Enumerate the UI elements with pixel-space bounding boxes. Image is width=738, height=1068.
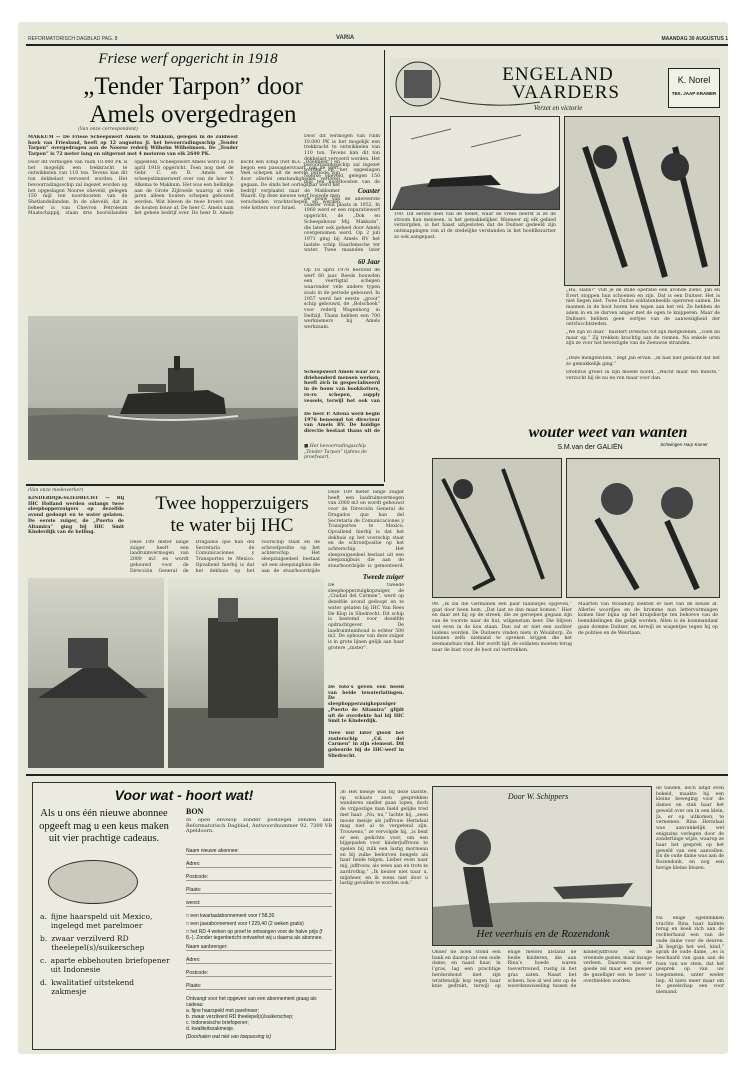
form-field-label: Naam aanbrenger:: [186, 944, 228, 950]
article-byline: (Van onze correspondent): [78, 127, 138, 132]
author-box: [668, 68, 720, 108]
bold-paragraph-2: De heer P. Altena werd begin 1976 benoemd tot directeur van Amels BV. De huidige directie bestaat thans uit de: [304, 412, 380, 435]
form-field-line[interactable]: [186, 963, 332, 964]
gift-item: [40, 934, 170, 952]
column-rule: [384, 50, 385, 482]
wouter-author: S.M.van der GALIËN: [557, 444, 623, 451]
veer-title: Het veerhuis en de Rozendonk: [476, 928, 610, 940]
coaster-text: De bouw van de allereerste coaster vond plaats in 1952. In 1960 werd er een reparatiewerf opgericht, de „Dok en Scheepsbouw Mij. Makkum”, die later ook geheel door Amels overgenomen werd. Op 2 juli 1971 ging bij Amels BV het laatste schip Haarlemsche ter water. Twee maanden later: [304, 197, 380, 254]
subhead-60-jaar: 60 Jaar: [358, 258, 380, 266]
gift-key: b.: [40, 934, 48, 943]
ihc-body-col4: Deze 109 meter lange zuiger heeft een laadruimvermogen van 2000 m3 en wordt gebouwd voor de Dirección General de Dragados que han del Secretaría de Comunicaciones y Transportes te Mexico. Opvallend hierbij is dat het dekhuis op het voorschip staat en de schroefpositie op het achterschip. Het sleepzuigsedeel bestaat uit een sleepzuigbuis die aan de stuurboordzijde is gemonteerd.: [328, 490, 404, 570]
ihc-bold-1: De foto’s geven een beeld van beide tewaterlatingen. De sleephopperzuigkopzuiger „Puerto de Altamira” glijdt uit de overdekte hal bij IHC Smit te Kinderdijk.: [328, 685, 404, 725]
ihc-photo-1: [28, 578, 164, 768]
form-option[interactable]: □ een kwartaalabonnement voor f 58,30: [186, 913, 275, 919]
wouter-text-1-body: „Ik zal die Germanen een paar taaibatjes opgeven,” gaat door heen hem. „Dat laat ze dan maar komen.” Hier en daar zet hij op de streek, die ze geroepen gegaan zijn van de voorste naar de hut, wilgenstam keer. Die blijven wel even in de kou staan. Dan zal er niet een zachter luidens worden.: [432, 602, 572, 636]
masthead-left: REFORMATORISCH DAGBLAD PAG. 8: [28, 36, 118, 42]
comic-panel-2: [564, 116, 720, 286]
ihc-bold-2: Twee uur later glood het zusterschip „Cd. del Carmen” in zijn element. Dit gebeurde bij de IHC-werf in Sliedrecht.: [328, 731, 404, 759]
bold-paragraph-1: Scheepswerf Amels waar zo’n driehonderd mensen werken, heeft zich in gespecialiseerd in de bouw van bookkotters, ro-ro schepen, supply vessels, terwijl het ook van: [304, 370, 380, 404]
form-field-line[interactable]: [186, 854, 332, 855]
ihc-title-line1: Twee hopperzuigers: [155, 493, 309, 514]
author-credit: TEK. JAAP KRAMER: [671, 91, 717, 96]
form-option[interactable]: □ een jaarabonnement voor f 229,40 (2 weken gratis): [186, 921, 304, 927]
comic-text-1: [394, 212, 556, 308]
article-title-line1: „Tender Tarpon” door: [83, 73, 303, 100]
comic-text-2: „Hu, Hans?” vult je de stille operatie een avonde ziens. Jan en Evert stoppen hun schoenen en zijn. Dat is een Duitser. Het is niet liegen niet. Twee Duitse soldatenbeelds opereren samen. De mannen in de boot horen hen tegen aan het vel. Ze hebben de adem in en ze durven amper met de ogen te knipperen. Maar de Duitsers hebben geen oortjes van de aanwezigheid der ontvlucchtsteden.: [566, 288, 720, 328]
gift-key: a.: [40, 912, 47, 921]
form-field-line[interactable]: [186, 880, 332, 881]
comic-title-line2: VAARDERS: [512, 82, 620, 103]
ihc-title-line2: te water bij IHC: [170, 515, 294, 536]
author-name: K. Norel: [677, 75, 711, 85]
article-body: Door dit vermogen van ruim 10.000 PK is het mogelijk een trekkracht te ontwikkelen van 110 ton. Tevens kan dit ton dekbelast vervoerd worden. Het bevoorradingsschip zal ingezet worden op het opgeslagen Noorse olieveld, gelegen 150 mijl ten noordoosten van de Shetlandeilanden. In de olieveld, dat in beheer is van Chevron Petroleum Maatschappij, staan drie booreilanden opgesteld. Scheepswerf Amels werd op 18 april 1918 opgericht. Toen nog met de Gebr. C. en D. Amels een scheepstimmerwerf over van de heer Y. Alkema te Makkum. Het was een hellinkje aan de Grote Zijlroede waarop al vele jaren alleen houten schepen gebouwd werden. Wat bleven de twee broers van de houten bouw af. De heer C. Amels nam het gehele bedrijf over. De heer D. Amels kocht een schip (het m.s. „Doelmeer”) en begon een passagiersvaart van de werf. Veel schepen uit de eerste periode zijn door allerlei omstandigheden verloren gegaan. De sinds het oorlogsjaar werd het bedrijf verplaatst naar de Makkumer Waard. Op deze nieuwe werf bouwde men verscheiden vrachtschepen en werden vele kotters voor Israel.: [28, 160, 340, 217]
form-field-label: wenst:: [186, 900, 201, 906]
masthead-center: VARIA: [336, 35, 355, 41]
subhead-tweede: Tweede zuiger: [362, 573, 404, 581]
section-rule-2: [26, 774, 728, 776]
gift-item: [40, 978, 170, 996]
tender-tarpon-photo: [28, 316, 298, 460]
sixty-text: Op 18 april 1978 bestond de werf 60 jaar. Reeds bouwden een veertigtal schepen waaronder vele andere typen zoals in de periode gebouwd. In 1957 werd het eerste „groot” schip gebouwd, de „Bolschoek” voor rederij Wagenborg in Delfzijl. Thans hebben een 700 werknemers bij Amels werkzaam.: [304, 268, 380, 331]
form-field-line[interactable]: [186, 976, 332, 977]
gift-illustration: [48, 860, 138, 904]
gift-text: kwalitatief uitstekend zakmesje: [51, 978, 135, 996]
comic-text-1-body: Dit eerste deel van de toelet, waar de vrees heerst is ze de stroom hun menseen, is het gemakkelijker. Wanneer zij elk gebied verzorgden, is het haast uitgesloten dat de Duitser gedeeld zijn ontsnappingen van al de stedelijke verstanden in het hoofdkwartier zo ook aangepast.: [394, 212, 556, 240]
form-field-label: Adres:: [186, 957, 201, 963]
form-field-line[interactable]: [186, 893, 332, 894]
bon-title: BON: [186, 807, 204, 816]
comic-text-4: „Deze mengenvlien,” zegt Jan ervan. „Ik had niet gedacht dat het zo gemakkelijk ging.”: [566, 356, 720, 367]
veer-text-1: [340, 790, 428, 1046]
veer-text-1-body: Het meisje was bij deze laatste, op schaats zoen gesprekken wanderen snellet gaan lopen, doch de vrijpostige man hield gelijke tred met haar. „Nu, nu,” lachte hij, „zeen mooie meisje als juffrouw Herndaal mag niet al te vergetend zijn. Trouwens,” ze vervolgde hij, „is bent er een gedichte voor, om een bijgepaden voor kinderjuffrouw te spelen bij zulk een lastig mormeau en bij zulke bedorven bengels als haar beide telgen. Lieber even naar mij, juffrouw, als wees aan en trots te aardrothig.” „Ik keuter niet naar u, mijnheer, en ik wens niet door u lastig gevallen te worden ook.”: [340, 790, 428, 887]
ihc-byline: (Van onze medewerker): [28, 488, 84, 493]
comic-text-5: Drebitus groeit in zijn moede hoofd. „Wacht maar ten minste,” verzucht hij de nu en ren maar voor dan.: [566, 370, 720, 381]
form-field-label: Postcode:: [186, 970, 209, 976]
article-lead: MAKKUM — De Friese Scheepswerf Amels te Makkum, gelegen in de zuidwest hoek van Friesland, heeft op 12 augustus jl. het bevoorradingsschip „Tender Tarpon” overgedragen aan de Noorse rederij Wilhelm Wilhelmsen. De „Tender Tarpon” is 72 meter lang en uitgerust met 4 motoren van elk 2640 PK.: [28, 135, 238, 158]
veer-text-3: Naast het scheen, hoe al wel iets op de woordenwisseling tussen de kinderjuffrouw en de vreemde gezien, maar inzage verleen. Daarom was er goede zei maar een geweer de gezelliger een te boer u overhielden worden.: [507, 950, 652, 990]
veer-num: 36: [340, 790, 346, 795]
veer-text-2-body: Onder de hoek stond een bank en daarop zat een oude dame; en naast haar, in l’gras, lag een prachtige herdershond met zijn wrattenslijk kop tegen haar knie gedrukt, terwijl op enige meters afstand de beide kinderen, die aan Rina’s hoede waren toevertrouwd, rustig in het gras zaten.: [432, 950, 577, 990]
wouter-num: 99.: [432, 602, 440, 607]
form-field-label: Plaats:: [186, 983, 202, 989]
veer-text-4: de tanden, doch altijd even bekeid, maakte hij een kleine beweging voor de dames en stak haar het geweld over om in een klein, Ja, er op uitkomen, te vernemen. Rina Herndaal was aanvankelijk wel enigszins verlegen door de zonderlinge wijze, waarop ze haar het gesprek op het geweld van een aanvallen. En de oude dame was aan de Rozendonk, en nog een hevige kleine blozen.: [656, 786, 724, 871]
gift-key: d.: [40, 978, 48, 987]
comic-panel-1: [390, 116, 560, 210]
form-wish-option[interactable]: c. Indonesische briefopener;: [186, 1020, 249, 1026]
gift-item: [40, 912, 170, 930]
gift-key: c.: [40, 956, 47, 965]
wouter-panel-1: [432, 458, 562, 598]
form-wish-option[interactable]: a. fijne haarspeld met parelmoer;: [186, 1008, 260, 1014]
wouter-signature: Schwingen Harp Kamer: [660, 442, 708, 447]
ihc-lead: KINDERDIJK-SLIEDRECHT — Bij IHC Holland werden onlangs twee sleephopperzuigers op dezelfde avond gedoopt en te water gelaten. De eerste zuiger, de „Puerto de Altamira” ging bij IHC Smit Kinderdijk van de helling.: [28, 496, 124, 536]
comic-subtitle: Verzet en victorie: [533, 104, 583, 112]
article-title-line2: Amels overgedragen: [89, 101, 297, 128]
comic-title-line1: ENGELAND: [502, 64, 614, 85]
bon-text: In open envelop zonder postzegel zenden aan Reformatorisch Dagblad, Antwoordnummer 92, 7300 VB Apeldoorn.: [186, 818, 332, 835]
gift-list: [40, 912, 170, 1000]
tweede-text: De tweede sleephopperzuigkopzuiger, de „Ciudad del Carmen”, werd op dezelfde avond gedoopt en te water gelaten bij IHC Van Rees De Klop in Sliedrecht. Dit schip is bestemd voor dezelfde opdrachtgever. De laadruimteinhoud is echter 500 m3. De opbouw van deze zuiger is in grote lijnen gelijk aan haar grotere „zuster”.: [328, 583, 404, 651]
wouter-title: wouter weet van wanten: [528, 424, 688, 441]
form-wish: Ontvangt voor het opgeven van een abonnement graag als cadeau:: [186, 996, 317, 1008]
form-field-label: Naam nieuwe abonnee:: [186, 848, 239, 854]
wouter-text-3: Maarten van Wouldorp ziekten er niet van de bende af. Allerlei woordjes en de kromme nun lettervormingen komen hier bijna op het kruipdiertje ten behoeve van de bemiddelingen die gelijk worden. Allen is de kommandant gaan domme Duitser, en terwijl ze wagentjes tegen hij op de polities en de Weurlaan.: [578, 602, 718, 636]
form-wish-option[interactable]: b. zwaar verzilverd RD theelepel(s)/suikerschep;: [186, 1014, 294, 1020]
photo-caption: ■ Het bevoorradingsschip „Tender Tarpon” tijdens de proefvaart.: [304, 444, 367, 461]
form-field-label: Plaats:: [186, 887, 202, 893]
form-field-line[interactable]: [186, 989, 332, 990]
section-rule: [26, 484, 384, 486]
newspaper-page: [18, 22, 728, 1054]
form-field-label: Postcode:: [186, 874, 209, 880]
article-kicker: Friese werf opgericht in 1918: [98, 51, 278, 67]
gift-text: zwaar verzilverd RD theelepel(s)/suikerschep: [51, 934, 145, 952]
wouter-panel-2: [566, 458, 720, 598]
form-note: (Doorhalen wat niet van toepassing is): [186, 1034, 272, 1040]
form-field-label: Adres:: [186, 861, 201, 867]
ihc-photo-2: [168, 578, 324, 768]
gift-text: fijne haarspeld uit Mexico, ingelegd met parelmoer: [50, 912, 153, 930]
article-col4-top: Door dit vermogen van ruim 10.000 PK is het mogelijk een trekkracht te ontwikkelen van 110 ton. Tevens kan dit ton dekbelast vervoerd worden. Het bevoorradingsschip zal ingezet worden op het opgeslagen Noorse olieveld, gelegen 150 mijl ten noordoosten van de: [304, 134, 380, 185]
wouter-text-1: [432, 602, 572, 772]
gift-item: [40, 956, 170, 974]
veer-text-5: Na enige ogenblikken vrachte Rina haar kalmte terug en keek zich aan de rechterhand een van de oude dame voor de deuren. „Ik begrijp het wel, kind,” sprak de oude dame, „es is beschaafd van gaan aan de toon van uw stem, dat het gesprek op van uw toegemeten, unter weder liep. Al niets meer maar om te gezelschap een voor niemand.: [656, 916, 724, 996]
form-field-line[interactable]: [186, 950, 332, 951]
bon-form: [186, 844, 332, 1040]
wouter-text-2: De Duitsers vinden niets in Wouldorp. Ze kunnen zelfs niemand te spreken krijgen die het zeemanshuis vind. Het wordt tijd, de soldaten moeten terug naar de kust voor de boot zal vertrekken.: [432, 630, 572, 653]
form-wish-option[interactable]: d. kwaliteitszakmesje.: [186, 1026, 235, 1032]
comic-num: 100.: [394, 212, 405, 217]
advert-title: Voor wat - hoort wat!: [114, 787, 254, 803]
form-option[interactable]: □ het RD 4 weken op proef te ontvangen voor de halve prijs (f 8,-). Zonder tegenbericht ontvanhet wij u daarna als abonnee.: [186, 929, 323, 941]
gift-text: aparte ebbehouten briefopener uit Indonesie: [50, 956, 170, 974]
form-field-line[interactable]: [186, 867, 332, 868]
masthead-right: MAANDAG 30 AUGUSTUS 1: [661, 36, 728, 42]
veer-author: Door W. Schippers: [507, 792, 569, 801]
form-field-line[interactable]: [186, 906, 332, 907]
veer-text-2: [432, 950, 652, 1046]
masthead-rule: [26, 44, 728, 46]
ihc-body: Deze 109 meter lange zuiger heeft een laadruimvermogen van 2000 m3 en wordt gebouwd voor de Dirección General de Dragados que han del Secretaría de Comunicaciones y Transportes te Mexico. Opvallend hierbij is dat het dekhuis op het voorschip staat en de schroefpositie op het achterschip. Het sleepzuigsedeel bestaat uit een sleepzuigbuis die aan de stuurboordzijde: [130, 540, 320, 574]
veer-illustration: [432, 786, 652, 946]
subhead-coaster: Coaster: [357, 187, 380, 195]
advert-intro: Als u ons één nieuwe abonnee opgeeft mag u een keus maken uit vier prachtige cadeaus.: [39, 808, 169, 844]
comic-text-3: „We zijn zo daar,” fluistert Drebitus tot zijn metgezellen. „Toen nu maar op.” Zij trekken krachtig aan de riemen. Na enkele uren zijn ze voor het bevestigde van de Zeeuwse stranden.: [566, 330, 720, 347]
